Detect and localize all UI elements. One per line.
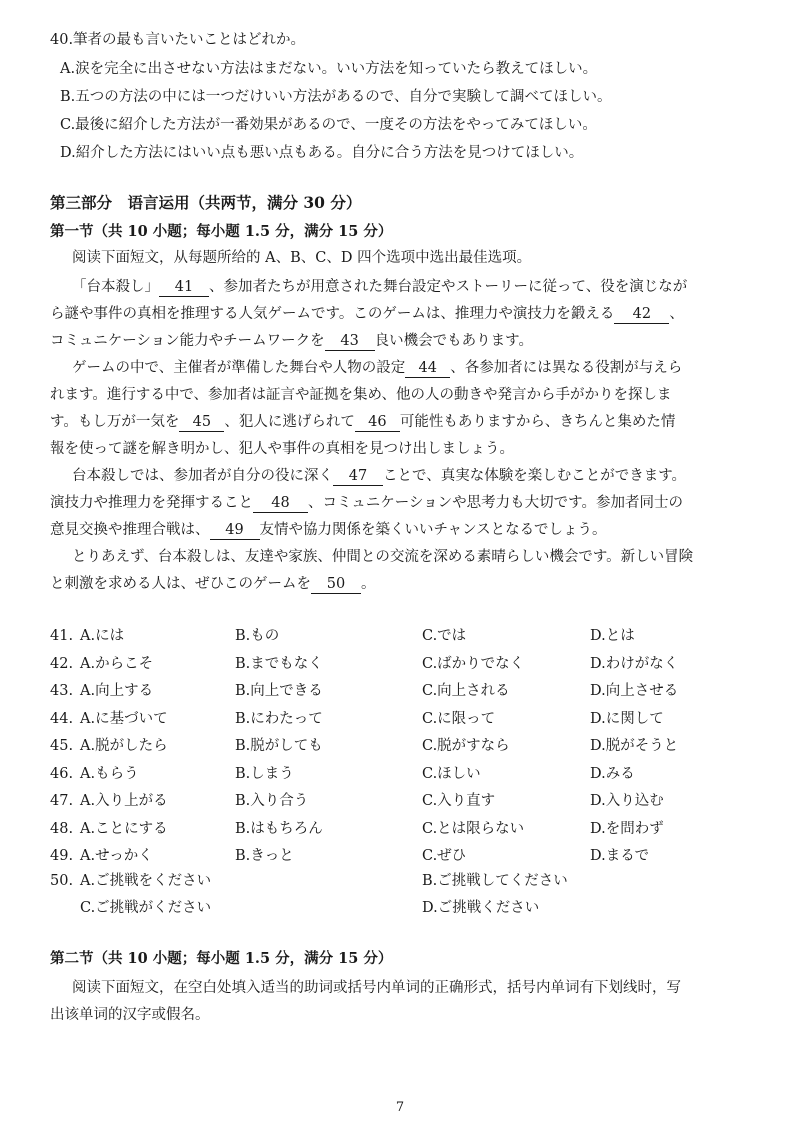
passage-text: ら謎や事件の真相を推理する人気ゲームです。このゲームは、推理力や演技力を鍛える	[50, 306, 615, 322]
choice-option-b: B.入り合う	[235, 793, 309, 809]
choice-option-d: D.入り込む	[590, 793, 664, 809]
question-40-option-a: A.涙を完全に出させない方法はまだない。いい方法を知っていたら教えてほしい。	[60, 61, 598, 77]
choice-option-c: C.向上される	[422, 683, 510, 699]
choice-option-a: A.ご挑戦をください	[80, 873, 212, 889]
choice-option-b: B.までもなく	[235, 655, 323, 672]
blank-44: 44	[405, 360, 450, 378]
choice-row-50-cont	[0, 897, 800, 919]
choice-option-b: B.しまう	[235, 765, 294, 782]
choice-number: 47.	[50, 793, 74, 809]
blank-46: 46	[355, 414, 400, 432]
choice-option-a: A.向上する	[80, 683, 154, 699]
passage-line-6	[50, 412, 675, 432]
blank-47: 47	[333, 468, 383, 486]
choice-option-a: A.ことにする	[80, 820, 168, 837]
choice-option-d: D.向上させる	[590, 683, 679, 699]
passage-line-8	[72, 466, 686, 486]
choice-option-a: A.せっかく	[80, 848, 153, 864]
choice-option-a: A.脱がしたら	[80, 738, 168, 754]
passage-text: コミュニケーション能力やチームワークを	[50, 333, 325, 349]
choice-row	[0, 763, 800, 785]
passage-text: と刺激を求める人は、ぜひこのゲームを	[50, 576, 311, 592]
question-40-stem: 40.筆者の最も言いたいことはどれか。	[50, 32, 306, 48]
choice-option-b: B.脱がしても	[235, 738, 323, 754]
blank-49: 49	[210, 522, 260, 540]
choice-option-c: C.入り直す	[422, 793, 496, 809]
choice-option-b: B.きっと	[235, 848, 294, 864]
choice-option-b: B.もの	[235, 628, 280, 644]
choice-option-d: D.まるで	[590, 848, 650, 864]
choice-number: 41.	[50, 628, 74, 644]
passage-text: 「台本殺し」	[72, 279, 159, 295]
passage-text: 演技力や推理力を発揮すること	[50, 495, 253, 511]
choice-row	[0, 680, 800, 702]
question-40-option-b: B.五つの方法の中には一つだけいい方法があるので、自分で実験して調べてほしい。	[60, 89, 612, 105]
passage-text: 、参加者たちが用意された舞台設定やストーリーに従って、役を演じなが	[209, 279, 688, 295]
choice-row	[0, 708, 800, 730]
passage-line-2	[50, 304, 684, 324]
choice-option-b: B.ご挑戦してください	[422, 873, 568, 889]
passage-text: 可能性もありますから、きちんと集めた情	[399, 414, 676, 430]
passage-line-7: 報を使って謎を解き明かし、犯人や事件の真相を見つけ出しましょう。	[50, 441, 514, 457]
passage-text: ゲームの中で、主催者が準備した舞台や人物の設定	[72, 360, 406, 376]
blank-42: 42	[614, 306, 669, 324]
part3-title: 第三部分 语言运用（共两节，满分 30 分）	[50, 193, 362, 212]
passage-text: 、犯人に逃げられて	[224, 414, 355, 430]
choice-option-d: D.みる	[590, 765, 635, 782]
choice-option-b: B.にわたって	[235, 710, 323, 727]
blank-48: 48	[253, 495, 308, 513]
passage-line-4	[72, 358, 682, 378]
choice-option-c: C.では	[422, 628, 467, 644]
choice-number: 42.	[50, 655, 74, 672]
choice-option-b: B.はもちろん	[235, 820, 323, 837]
choice-row	[0, 845, 800, 867]
blank-50: 50	[311, 576, 361, 594]
passage-text: 台本殺しでは、参加者が自分の役に深く	[72, 468, 333, 484]
choice-number: 48.	[50, 820, 74, 837]
passage-text: 意見交換や推理合戦は、	[50, 522, 210, 538]
passage-line-11: とりあえず、台本殺しは、友達や家族、仲間との交流を深める素晴らしい機会です。新しい冒険	[72, 549, 694, 565]
choice-option-a: A.入り上がる	[80, 793, 168, 809]
choice-option-c: C.脱がすなら	[422, 738, 510, 754]
choice-row-50	[0, 870, 800, 892]
passage-text: ことで、真実な体験を楽しむことができます。	[383, 468, 687, 484]
passage-text: 。	[361, 576, 376, 592]
choice-option-c: C.ほしい	[422, 765, 481, 782]
blank-43: 43	[325, 333, 375, 351]
passage-text: 、コミュニケーションや思考力も大切です。参加者同士の	[308, 495, 683, 511]
choice-number: 44.	[50, 710, 74, 727]
passage-text: 、	[669, 306, 684, 322]
passage-line-5: れます。進行する中で、参加者は証言や証拠を集め、他の人の動きや発言から手がかりを探しま	[50, 387, 672, 403]
section2-instruction-line-1: 阅读下面短文，在空白处填入适当的助词或括号内单词的正确形式，括号内单词有下划线时，写	[72, 980, 681, 996]
section1-instruction: 阅读下面短文，从每题所给的 A、B、C、D 四个选项中选出最佳选项。	[72, 250, 532, 266]
choice-number: 45.	[50, 738, 74, 754]
page-number: 7	[395, 1100, 405, 1115]
choice-option-d: D.を問わず	[590, 820, 664, 837]
passage-text: 良い機会でもあります。	[374, 333, 533, 349]
choice-option-d: D.わけがなく	[590, 655, 679, 672]
passage-text: 、各参加者には異なる役割が与えら	[450, 360, 683, 376]
passage-text: 友情や協力関係を築くいいチャンスとなるでしょう。	[259, 522, 607, 538]
choice-option-a: A.もらう	[80, 765, 139, 782]
choice-number: 49.	[50, 848, 74, 864]
choice-option-d: D.とは	[590, 628, 635, 644]
section1-title: 第一节（共 10 小题；每小题 1.5 分，满分 15 分）	[50, 223, 393, 240]
choice-option-d: D.ご挑戦ください	[422, 900, 540, 916]
passage-line-1	[72, 277, 687, 297]
choice-row	[0, 818, 800, 840]
choice-number: 46.	[50, 765, 74, 782]
choice-option-c: C.ぜひ	[422, 848, 467, 864]
passage-text: す。もし万が一気を	[50, 414, 180, 430]
choice-number: 43.	[50, 683, 74, 699]
choice-option-d: D.脱がそうと	[590, 738, 679, 754]
choice-row	[0, 735, 800, 757]
choice-option-a: A.からこそ	[80, 655, 154, 672]
choice-row	[0, 653, 800, 675]
choice-option-c: C.ご挑戦がください	[80, 900, 212, 916]
choice-row	[0, 790, 800, 812]
passage-line-9	[50, 493, 683, 513]
question-40-option-c: C.最後に紹介した方法が一番効果があるので、一度その方法をやってみてほしい。	[60, 117, 597, 133]
choice-option-a: A.に基づいて	[80, 710, 168, 727]
choice-option-b: B.向上できる	[235, 683, 323, 699]
choice-option-a: A.には	[80, 628, 125, 644]
choice-option-d: D.に関して	[590, 710, 664, 727]
choice-number: 50.	[50, 873, 74, 889]
choice-row	[0, 625, 800, 647]
choice-option-c: C.ばかりでなく	[422, 655, 525, 672]
choice-option-c: C.とは限らない	[422, 820, 525, 837]
passage-line-12	[50, 574, 376, 594]
blank-41: 41	[159, 279, 209, 297]
section2-instruction-line-2: 出该单词的汉字或假名。	[50, 1007, 210, 1023]
section2-title: 第二节（共 10 小题；每小题 1.5 分，满分 15 分）	[50, 950, 393, 967]
passage-line-10	[50, 520, 606, 540]
question-40-option-d: D.紹介した方法にはいい点も悪い点もある。自分に合う方法を見つけてほしい。	[60, 145, 584, 161]
choice-option-c: C.に限って	[422, 710, 496, 727]
blank-45: 45	[179, 414, 224, 432]
passage-line-3	[50, 331, 533, 351]
